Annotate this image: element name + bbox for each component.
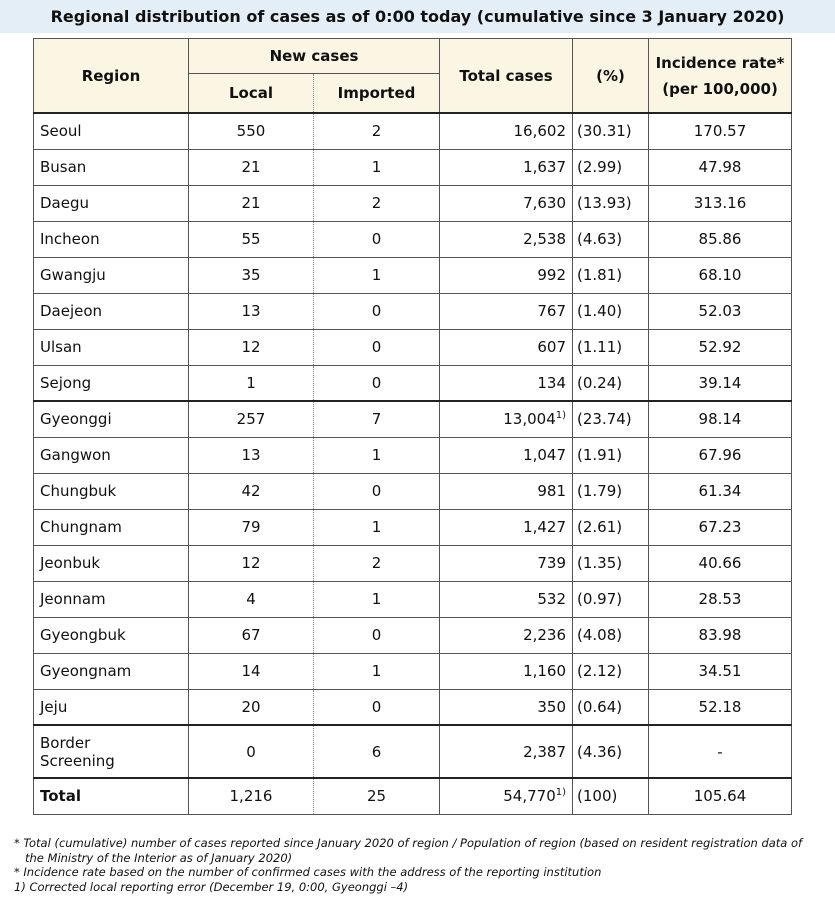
- imported-cell: 1: [314, 257, 440, 293]
- header-incidence-rate: [649, 39, 792, 114]
- table-title: Regional distribution of cases as of 0:00 today (cumulative since 3 January 2020): [0, 0, 835, 33]
- table-row: [34, 113, 792, 149]
- total-value: 532: [537, 590, 567, 608]
- total-cell: [440, 185, 573, 221]
- total-value: 607: [537, 338, 567, 356]
- rate-cell: 98.14: [649, 401, 792, 437]
- local-cell: 55: [189, 221, 314, 257]
- header-percent: (%): [573, 39, 649, 114]
- percent-cell: (1.79): [573, 473, 649, 509]
- local-cell: 35: [189, 257, 314, 293]
- footnote-marker: 1): [555, 787, 567, 799]
- rate-cell: 61.34: [649, 473, 792, 509]
- footnote-1: * Total (cumulative) number of cases reported since January 2020 of region / Population of region (based on resident registration data of: [14, 836, 803, 850]
- total-cell: [440, 509, 573, 545]
- table-row: [34, 581, 792, 617]
- imported-cell: 1: [314, 149, 440, 185]
- region-cell: Jeonbuk: [34, 545, 189, 581]
- rate-cell: 83.98: [649, 617, 792, 653]
- imported-cell: 1: [314, 653, 440, 689]
- percent-cell: (100): [573, 778, 649, 814]
- region-cell: Seoul: [34, 113, 189, 149]
- local-cell: 21: [189, 185, 314, 221]
- imported-cell: 7: [314, 401, 440, 437]
- rate-cell: 28.53: [649, 581, 792, 617]
- table-row: [34, 293, 792, 329]
- total-value: 350: [537, 697, 567, 716]
- imported-cell: 0: [314, 617, 440, 653]
- table-row: [34, 401, 792, 437]
- table-row: [34, 653, 792, 689]
- region-cell: Daegu: [34, 185, 189, 221]
- table-row: [34, 365, 792, 401]
- total-cell: [440, 365, 573, 401]
- table-row: [34, 221, 792, 257]
- rate-cell: 39.14: [649, 365, 792, 401]
- header-total-cases: Total cases: [440, 39, 573, 114]
- region-cell: Jeonnam: [34, 581, 189, 617]
- total-cell: [440, 329, 573, 365]
- imported-cell: 2: [314, 545, 440, 581]
- border-region-line1: Border: [40, 733, 91, 752]
- total-value: 134: [537, 373, 567, 392]
- local-cell: 21: [189, 149, 314, 185]
- header-imported: Imported: [314, 74, 440, 114]
- total-value: 739: [537, 554, 567, 572]
- region-cell: Ulsan: [34, 329, 189, 365]
- table-row: [34, 689, 792, 725]
- rate-cell: 105.64: [649, 778, 792, 814]
- percent-cell: (2.12): [573, 653, 649, 689]
- region-cell: Gangwon: [34, 437, 189, 473]
- total-value: 2,236: [523, 626, 567, 644]
- local-cell: 42: [189, 473, 314, 509]
- total-cell: [440, 257, 573, 293]
- rate-cell: 85.86: [649, 221, 792, 257]
- percent-cell: (13.93): [573, 185, 649, 221]
- header-new-cases: New cases: [189, 39, 440, 74]
- percent-cell: (1.81): [573, 257, 649, 293]
- total-cell: [440, 113, 573, 149]
- total-value: 1,047: [523, 446, 567, 464]
- header-rate-line1: Incidence rate*: [655, 53, 785, 72]
- percent-cell: (2.61): [573, 509, 649, 545]
- table-row: [34, 257, 792, 293]
- rate-cell: -: [649, 725, 792, 778]
- local-cell: 12: [189, 545, 314, 581]
- rate-cell: 52.03: [649, 293, 792, 329]
- rate-cell: 40.66: [649, 545, 792, 581]
- region-cell: Jeju: [34, 689, 189, 725]
- imported-cell: 25: [314, 778, 440, 814]
- local-cell: 14: [189, 653, 314, 689]
- local-cell: 13: [189, 293, 314, 329]
- total-value: 981: [537, 482, 567, 500]
- region-cell: Daejeon: [34, 293, 189, 329]
- region-cell: Incheon: [34, 221, 189, 257]
- total-cell: [440, 778, 573, 814]
- local-cell: 67: [189, 617, 314, 653]
- rate-cell: 67.96: [649, 437, 792, 473]
- imported-cell: 2: [314, 113, 440, 149]
- imported-cell: 0: [314, 329, 440, 365]
- region-cell: Gyeongbuk: [34, 617, 189, 653]
- percent-cell: (4.36): [573, 725, 649, 778]
- local-cell: 550: [189, 113, 314, 149]
- local-cell: 12: [189, 329, 314, 365]
- total-cell: [440, 149, 573, 185]
- footnote-2: * Incidence rate based on the number of confirmed cases with the address of the reporting institution: [14, 865, 602, 879]
- footnote-1-cont: the Ministry of the Interior as of January 2020): [25, 850, 293, 865]
- table-row: [34, 437, 792, 473]
- imported-cell: 0: [314, 221, 440, 257]
- percent-cell: (4.08): [573, 617, 649, 653]
- rate-cell: 52.18: [649, 689, 792, 725]
- region-cell: Gyeongnam: [34, 653, 189, 689]
- table-row-border-screening: [34, 725, 792, 778]
- percent-cell: (0.64): [573, 689, 649, 725]
- region-cell: Sejong: [34, 365, 189, 401]
- region-cell: [34, 725, 189, 778]
- total-value: 7,630: [523, 194, 567, 212]
- imported-cell: 0: [314, 293, 440, 329]
- rate-cell: 34.51: [649, 653, 792, 689]
- regional-cases-table: [33, 38, 792, 815]
- header-rate-line2: (per 100,000): [662, 79, 778, 98]
- border-region-line2: Screening: [40, 751, 115, 770]
- local-cell: 257: [189, 401, 314, 437]
- rate-cell: 47.98: [649, 149, 792, 185]
- local-cell: 20: [189, 689, 314, 725]
- rate-cell: 170.57: [649, 113, 792, 149]
- region-cell: Chungbuk: [34, 473, 189, 509]
- percent-cell: (1.35): [573, 545, 649, 581]
- total-cell: [440, 221, 573, 257]
- total-cell: [440, 437, 573, 473]
- table-row: [34, 329, 792, 365]
- percent-cell: (23.74): [573, 401, 649, 437]
- total-value: 1,637: [523, 158, 567, 176]
- percent-cell: (2.99): [573, 149, 649, 185]
- table-row-total: [34, 778, 792, 814]
- local-cell: 13: [189, 437, 314, 473]
- imported-cell: 0: [314, 365, 440, 401]
- percent-cell: (30.31): [573, 113, 649, 149]
- rate-cell: 313.16: [649, 185, 792, 221]
- local-cell: 4: [189, 581, 314, 617]
- footnote-marker: 1): [555, 410, 567, 422]
- header-region: Region: [34, 39, 189, 114]
- region-cell: Busan: [34, 149, 189, 185]
- footnote-3: 1) Corrected local reporting error (December 19, 0:00, Gyeonggi –4): [14, 879, 409, 894]
- imported-cell: 1: [314, 437, 440, 473]
- region-cell: Chungnam: [34, 509, 189, 545]
- total-value: 767: [537, 302, 567, 320]
- percent-cell: (0.24): [573, 365, 649, 401]
- total-cell: [440, 617, 573, 653]
- total-value: 992: [537, 266, 567, 284]
- imported-cell: 0: [314, 473, 440, 509]
- total-value: 13,004: [503, 410, 556, 429]
- table-row: [34, 509, 792, 545]
- total-value: 2,538: [523, 230, 567, 248]
- local-cell: 0: [189, 725, 314, 778]
- region-cell: Gyeonggi: [34, 401, 189, 437]
- total-cell: [440, 689, 573, 725]
- table-row: [34, 473, 792, 509]
- table-body: [34, 113, 792, 814]
- percent-cell: (0.97): [573, 581, 649, 617]
- imported-cell: 1: [314, 509, 440, 545]
- local-cell: 1: [189, 365, 314, 401]
- percent-cell: (1.11): [573, 329, 649, 365]
- imported-cell: 0: [314, 689, 440, 725]
- table-row: [34, 617, 792, 653]
- total-value: 16,602: [513, 122, 567, 141]
- percent-cell: (1.91): [573, 437, 649, 473]
- imported-cell: 1: [314, 581, 440, 617]
- local-cell: 1,216: [189, 778, 314, 814]
- local-cell: 79: [189, 509, 314, 545]
- total-cell: [440, 401, 573, 437]
- total-cell: [440, 473, 573, 509]
- percent-cell: (4.63): [573, 221, 649, 257]
- imported-cell: 6: [314, 725, 440, 778]
- table-row: [34, 545, 792, 581]
- total-value: 1,427: [523, 518, 567, 536]
- imported-cell: 2: [314, 185, 440, 221]
- total-value: 1,160: [523, 662, 567, 680]
- table-row: [34, 185, 792, 221]
- region-cell: Total: [34, 778, 189, 814]
- total-cell: [440, 293, 573, 329]
- total-cell: [440, 545, 573, 581]
- table-row: [34, 149, 792, 185]
- total-cell: [440, 653, 573, 689]
- total-value: 54,770: [503, 787, 556, 806]
- rate-cell: 52.92: [649, 329, 792, 365]
- rate-cell: 68.10: [649, 257, 792, 293]
- total-cell: [440, 581, 573, 617]
- percent-cell: (1.40): [573, 293, 649, 329]
- footnotes: [14, 836, 824, 894]
- total-cell: 2,387: [440, 725, 573, 778]
- region-cell: Gwangju: [34, 257, 189, 293]
- header-local: Local: [189, 74, 314, 114]
- rate-cell: 67.23: [649, 509, 792, 545]
